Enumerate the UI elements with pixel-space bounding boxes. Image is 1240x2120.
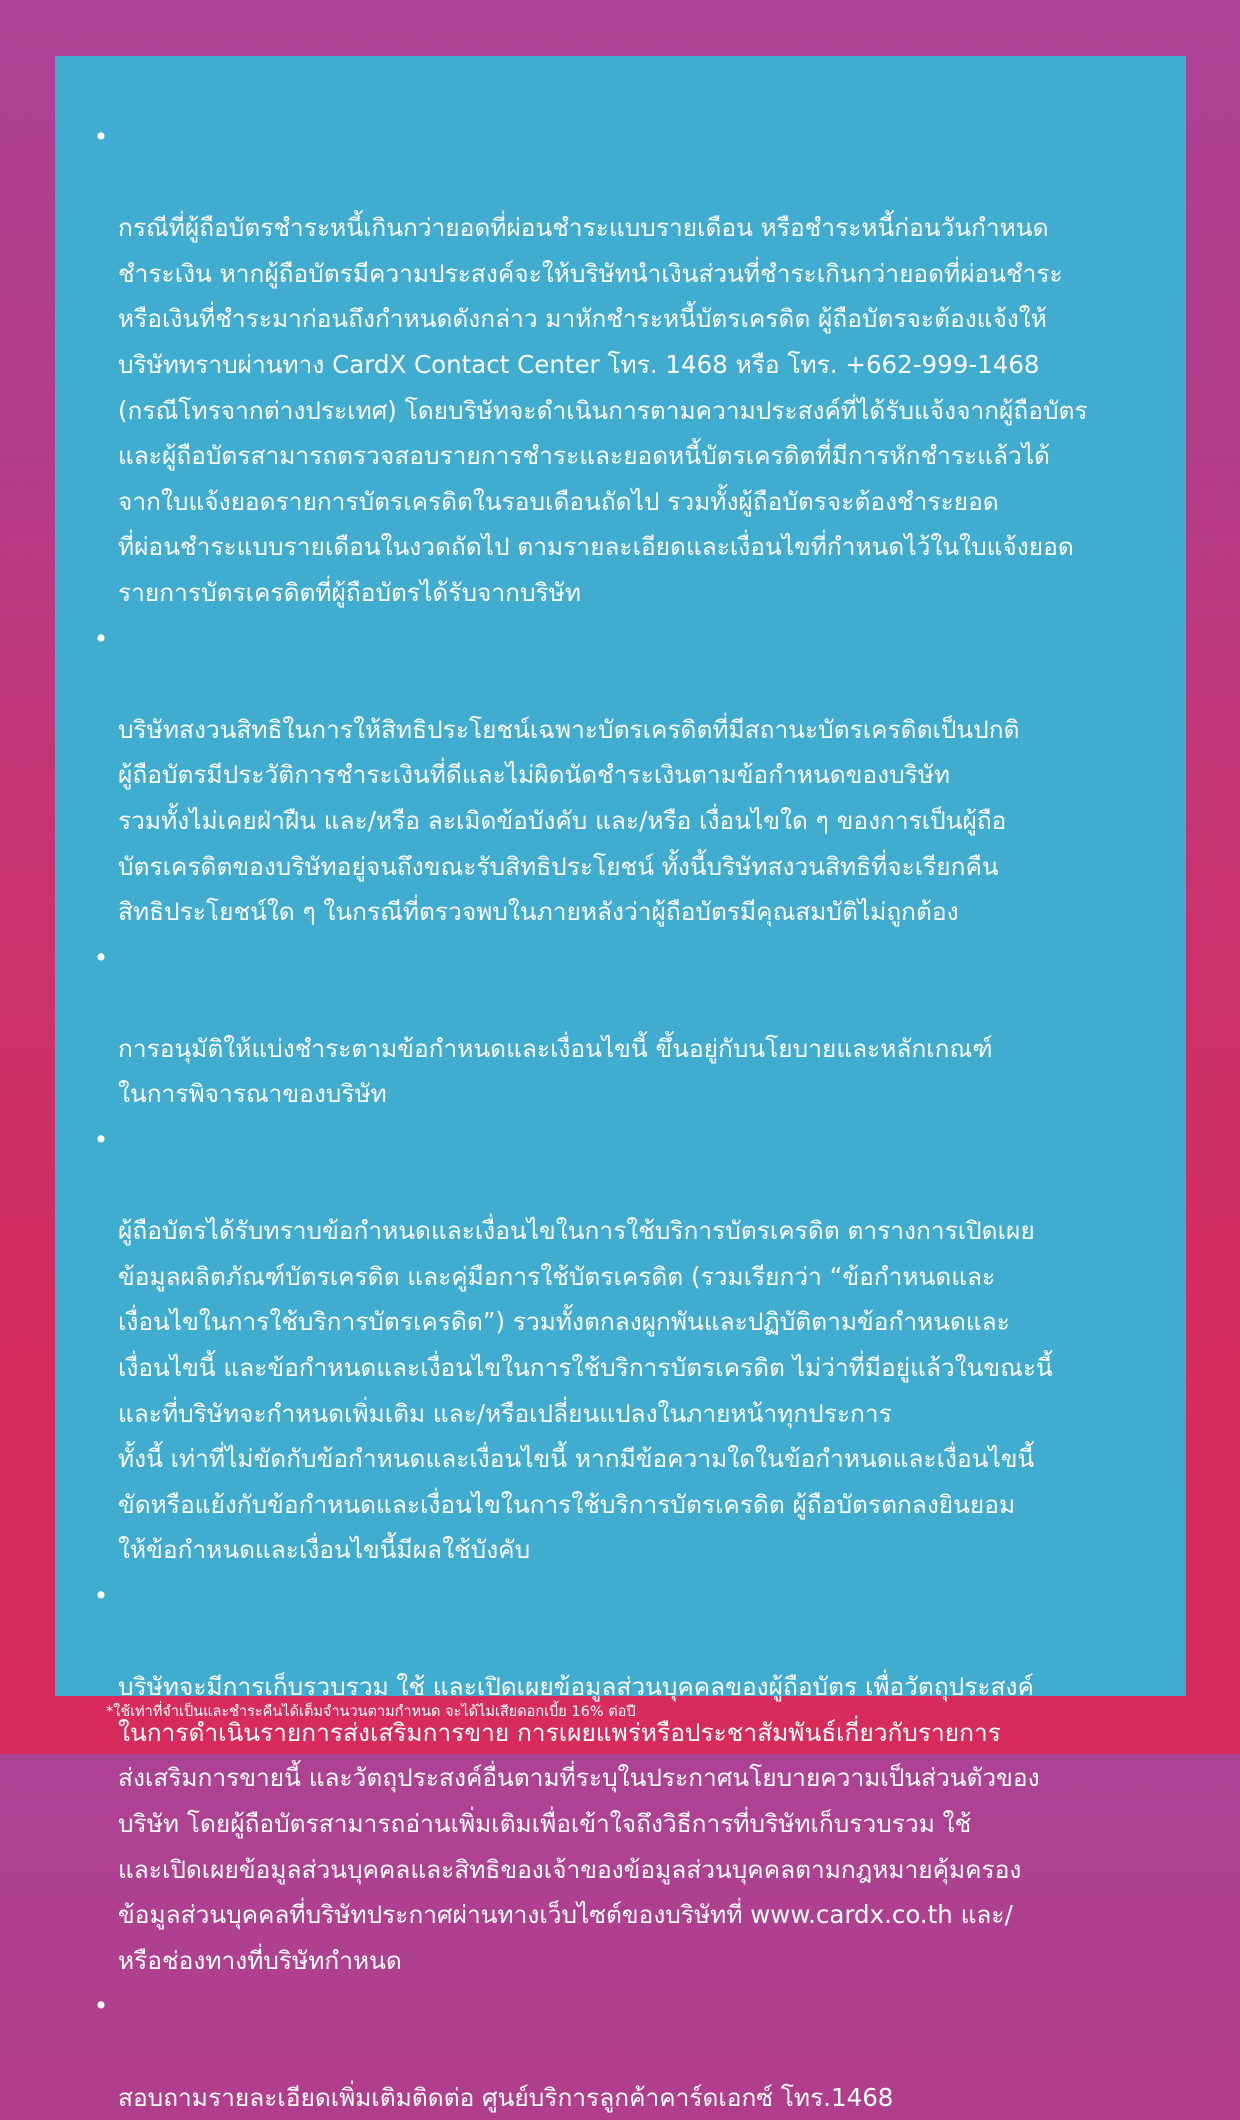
bullet-icon: • [93,1581,109,1610]
term-text: ผู้ถือบัตรได้รับทราบข้อกำหนดและเงื่อนไขในการใช้บริการบัตรเครดิต ตารางการเปิดเผย ข้อมูลผลิตภัณฑ์บัตรเครดิต และคู่มือการใช้บัตรเครดิต (รวมเรียกว่า “ข้อกำหนดและ เงื่อนไขในการใช้บริการบัตรเครดิต”) รวมทั้งตกลงผูกพันและปฏิบัติตามข้อกำหนดและ เงื่อนไขนี้ และข้อกำหนดและเงื่อนไขในการใช้บริการบัตรเครดิต ไม่ว่าที่มีอยู่แล้วในขณะนี้ และที่บริษัทจะกำหนดเพิ่มเติม และ/หรือเปลี่ยนแปลงในภายหน้าทุกประการ ทั้งนี้ เท่าที่ไม่ขัดกับข้อกำหนดและเงื่อนไขนี้ หากมีข้อความใดในข้อกำหนดและเงื่อนไขนี้ ขัดหรือแย้งกับข้อกำหนดและเงื่อนไขในการใช้บริการบัตรเครดิต ผู้ถือบัตรตกลงยินยอม ให้ข้อกำหนดและเงื่อนไขนี้มีผลใช้บังคับ [118,1216,1053,1565]
bullet-icon: • [93,623,109,653]
term-item-rights [88,616,1180,935]
terms-list [88,114,1180,2120]
term-text: กรณีที่ผู้ถือบัตรชำระหนี้เกินกว่ายอดที่ผ่อนชำระแบบรายเดือน หรือชำระหนี้ก่อนวันกำหนด ชำระเงิน หากผู้ถือบัตรมีความประสงค์จะให้บริษัทนำเงินส่วนที่ชำระเกินกว่ายอดที่ผ่อนชำระ หรือเงินที่ชำระมาก่อนถึงกำหนดดังกล่าว มาหักชำระหนี้บัตรเครดิต ผู้ถือบัตรจะต้องแจ้งให้ บริษัททราบผ่านทาง CardX Contact Center โทร. 1468 หรือ โทร. +662-999-1468 (กรณีโทรจากต่างประเทศ) โดยบริษัทจะดำเนินการตามความประสงค์ที่ได้รับแจ้งจากผู้ถือบัตร และผู้ถือบัตรสามารถตรวจสอบรายการชำระและยอดหนี้บัตรเครดิตที่มีการหักชำระแล้วได้ จากใบแจ้งยอดรายการบัตรเครดิตในรอบเดือนถัดไป รวมทั้งผู้ถือบัตรจะต้องชำระยอด ที่ผ่อนชำระแบบรายเดือนในงวดถัดไป ตามรายละเอียดและเงื่อนไขที่กำหนดไว้ในใบแจ้งยอด รายการบัตรเครดิตที่ผู้ถือบัตรได้รับจากบริษัท [118,213,1088,607]
term-item-conditions [88,1117,1180,1573]
term-text: การอนุมัติให้แบ่งชำระตามข้อกำหนดและเงื่อนไขนี้ ขึ้นอยู่กับนโยบายและหลักเกณฑ์ ในการพิจารณาของบริษัท [118,1033,993,1109]
bullet-icon: • [93,122,109,151]
term-item-approval [88,935,1180,1117]
term-item-payment [88,114,1180,616]
term-text: บริษัทจะมีการเก็บรวบรวม ใช้ และเปิดเผยข้อมูลส่วนบุคคลของผู้ถือบัตร เพื่อวัตถุประสงค์ ในการดำเนินรายการส่งเสริมการขาย การเผยแพร่หรือประชาสัมพันธ์เกี่ยวกับรายการ ส่งเสริมการขายนี้ และวัตถุประสงค์อื่นตามที่ระบุในประกาศนโยบายความเป็นส่วนตัวของ บริษัท โดยผู้ถือบัตรสามารถอ่านเพิ่มเติมเพื่อเข้าใจถึงวิธีการที่บริษัทเก็บรวบรวม ใช้ และเปิดเผยข้อมูลส่วนบุคคลและสิทธิของเจ้าของข้อมูลส่วนบุคคลตามกฎหมายคุ้มครอง ข้อมูลส่วนบุคคลที่บริษัทประกาศผ่านทางเว็บไซต์ของบริษัทที่ www.cardx.co.th และ/ หรือช่องทางที่บริษัทกำหนด [118,1672,1040,1975]
term-item-contact [88,1983,1180,2120]
bullet-icon: • [93,1125,109,1155]
footnote-disclaimer: *ใช้เท่าที่จำเป็นและชำระคืนได้เต็มจำนวนตามกำหนด จะได้ไม่เสียดอกเบี้ย 16% ต่อปี [106,1704,636,1720]
term-text: บริษัทสงวนสิทธิในการให้สิทธิประโยชน์เฉพาะบัตรเครดิตที่มีสถานะบัตรเครดิตเป็นปกติ ผู้ถือบัตรมีประวัติการชำระเงินที่ดีและไม่ผิดนัดชำระเงินตามข้อกำหนดของบริษัท รวมทั้งไม่เคยฝ่าฝืน และ/หรือ ละเมิดข้อบังคับ และ/หรือ เงื่อนไขใด ๆ ของการเป็นผู้ถือ บัตรเครดิตของบริษัทอยู่จนถึงขณะรับสิทธิประโยชน์ ทั้งนี้บริษัทสงวนสิทธิที่จะเรียกคืน สิทธิประโยชน์ใด ๆ ในกรณีที่ตรวจพบในภายหลังว่าผู้ถือบัตรมีคุณสมบัติไม่ถูกต้อง [118,714,1020,927]
bullet-icon: • [93,942,109,972]
term-text: สอบถามรายละเอียดเพิ่มเติมติดต่อ ศูนย์บริการลูกค้าคาร์ดเอกซ์ โทร.1468 [118,2082,894,2112]
term-item-privacy [88,1573,1180,1983]
bullet-icon: • [93,1991,109,2021]
